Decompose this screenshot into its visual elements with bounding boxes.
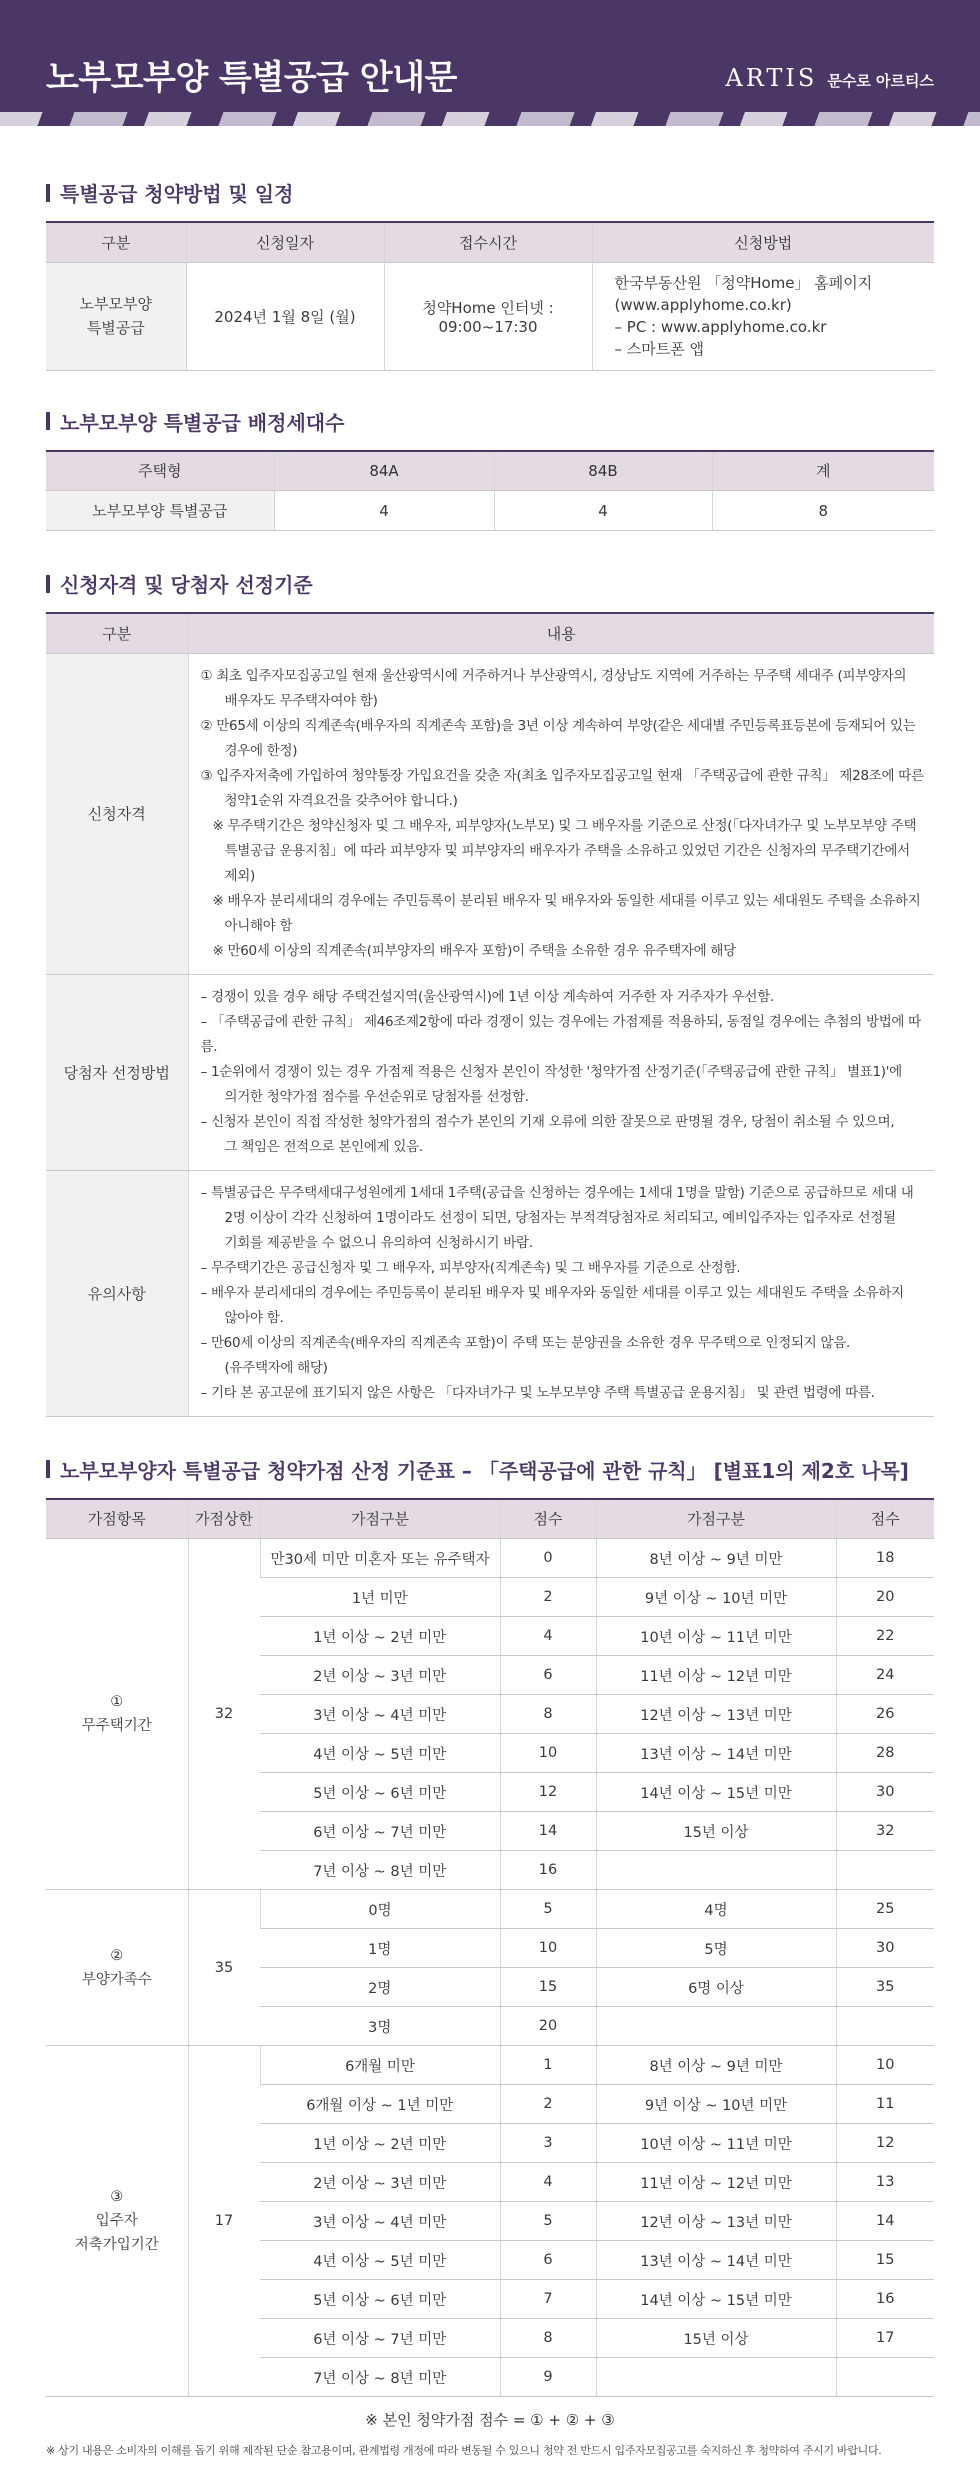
content-line: ※ 배우자 분리세대의 경우에는 주민등록이 분리된 배우자 및 배우자와 동일한 세대를 이루고 있는 세대원도 주택을 소유하지 <box>212 892 921 909</box>
table-row <box>46 2046 934 2085</box>
score-criterion: 4명 <box>596 1890 836 1929</box>
content-line: 않아야 함. <box>224 1309 284 1326</box>
column-header: 가점구분 <box>596 1499 836 1539</box>
score-criterion: 6년 이상 ~ 7년 미만 <box>260 1812 500 1851</box>
score-criterion: 6개월 이상 ~ 1년 미만 <box>260 2085 500 2124</box>
column-header: 84B <box>494 451 712 491</box>
score-points: 20 <box>836 1578 934 1617</box>
score-criterion: 3년 이상 ~ 4년 미만 <box>260 1695 500 1734</box>
score-criterion: 11년 이상 ~ 12년 미만 <box>596 2163 836 2202</box>
score-points: 26 <box>836 1695 934 1734</box>
method-line: – 스마트폰 앱 <box>614 340 704 358</box>
content-line: – 만60세 이상의 직계존속(배우자의 직계존속 포함)이 주택 또는 분양권을 소유한 경우 무주택으로 인정되지 않음. <box>200 1334 850 1351</box>
table-cell: 4 <box>274 491 494 531</box>
content-line: – 기타 본 공고문에 표기되지 않은 사항은 「다자녀가구 및 노부모부양 주택 특별공급 운용지침」 및 관련 법령에 따름. <box>200 1384 875 1401</box>
column-header: 주택형 <box>46 451 274 491</box>
score-criterion: 6년 이상 ~ 7년 미만 <box>260 2319 500 2358</box>
column-header: 구분 <box>46 613 188 653</box>
section-title-text: 노부모부양 특별공급 배정세대수 <box>60 410 345 435</box>
score-criterion: 9년 이상 ~ 10년 미만 <box>596 2085 836 2124</box>
score-points: 14 <box>500 1812 596 1851</box>
content-line: 그 책임은 전적으로 본인에게 있음. <box>224 1138 423 1155</box>
section-title <box>46 407 934 436</box>
score-criterion: 15년 이상 <box>596 1812 836 1851</box>
content-line: (유주택자에 해당) <box>224 1359 328 1376</box>
score-criterion: 10년 이상 ~ 11년 미만 <box>596 2124 836 2163</box>
score-criterion: 8년 이상 ~ 9년 미만 <box>596 1539 836 1578</box>
column-header: 가점구분 <box>260 1499 500 1539</box>
content-line: 제외) <box>224 867 255 884</box>
content-line: 아니해야 함 <box>224 917 293 934</box>
method-line: (www.applyhome.co.kr) <box>614 296 792 314</box>
column-header: 점수 <box>836 1499 934 1539</box>
section-title <box>46 1455 934 1484</box>
score-criterion: 9년 이상 ~ 10년 미만 <box>596 1578 836 1617</box>
time-line: 청약Home 인터넷 : <box>422 298 554 317</box>
score-points: 17 <box>836 2319 934 2358</box>
score-points: 4 <box>500 1617 596 1656</box>
method-line: 한국부동산원 「청약Home」 홈페이지 <box>614 274 873 292</box>
page-title: 노부모부양 특별공급 안내문 <box>46 58 457 98</box>
column-header: 구분 <box>46 222 186 262</box>
column-header: 접수시간 <box>384 222 592 262</box>
score-criterion: 14년 이상 ~ 15년 미만 <box>596 1773 836 1812</box>
score-points: 2 <box>500 2085 596 2124</box>
score-points: 10 <box>836 2046 934 2085</box>
column-header: 내용 <box>188 613 934 653</box>
content-line: ② 만65세 이상의 직계존속(배우자의 직계존속 포함)을 3년 이상 계속하여 부양(같은 세대별 주민등록표등본에 등재되어 있는 <box>200 717 916 734</box>
content-line: – 무주택기간은 공급신청자 및 그 배우자, 피부양자(직계존속) 및 그 배우자를 기준으로 산정함. <box>200 1259 741 1276</box>
score-max: 35 <box>188 1890 260 2046</box>
score-points: 8 <box>500 2319 596 2358</box>
table-cell: 4 <box>494 491 712 531</box>
score-sum-note: ※ 본인 청약가점 점수 = ① + ② + ③ <box>365 2411 615 2429</box>
time-line: 09:00~17:30 <box>438 317 538 336</box>
score-criterion: 2년 이상 ~ 3년 미만 <box>260 2163 500 2202</box>
section-title-text: 특별공급 청약방법 및 일정 <box>60 182 294 206</box>
decorative-band <box>0 112 980 126</box>
score-points: 18 <box>836 1539 934 1578</box>
score-criterion: 4년 이상 ~ 5년 미만 <box>260 1734 500 1773</box>
section-title-text: 노부모부양자 특별공급 청약가점 산정 기준표 – 「주택공급에 관한 규칙」 [별표1의 제2호 나목] <box>60 1458 909 1483</box>
content-line: 의거한 청약가점 점수를 우선순위로 당첨자를 선정함. <box>224 1088 529 1105</box>
score-table <box>46 1498 934 2398</box>
score-points: 6 <box>500 2241 596 2280</box>
score-points: 24 <box>836 1656 934 1695</box>
score-criterion <box>596 2007 836 2046</box>
score-criterion: 6명 이상 <box>596 1968 836 2007</box>
score-points: 10 <box>500 1929 596 1968</box>
score-max: 32 <box>188 1539 260 1890</box>
brand-name: 문수로 아르티스 <box>827 72 934 90</box>
score-criterion: 5명 <box>596 1929 836 1968</box>
table-row <box>46 491 934 531</box>
score-max: 17 <box>188 2046 260 2397</box>
section-eligibility <box>46 569 934 1417</box>
table-row <box>46 1170 934 1416</box>
score-criterion: 3년 이상 ~ 4년 미만 <box>260 2202 500 2241</box>
table-cell: 8 <box>712 491 934 531</box>
content-line: 특별공급 운용지침」에 따라 피부양자 및 피부양자의 배우자가 주택을 소유하고 있었던 기간은 신청자의 무주택기간에서 <box>224 842 910 859</box>
content-line: 경우에 한정) <box>224 742 298 759</box>
section-title-text: 신청자격 및 당첨자 선정기준 <box>60 573 313 597</box>
score-points: 3 <box>500 2124 596 2163</box>
score-criterion: 13년 이상 ~ 14년 미만 <box>596 2241 836 2280</box>
score-points: 10 <box>500 1734 596 1773</box>
score-points: 9 <box>500 2358 596 2397</box>
allocation-table <box>46 450 934 532</box>
content-line: – 배우자 분리세대의 경우에는 주민등록이 분리된 배우자 및 배우자와 동일한 세대를 이루고 있는 세대원도 주택을 소유하지 <box>200 1284 904 1301</box>
score-points <box>836 2007 934 2046</box>
score-item-label: ① 무주택기간 <box>46 1539 188 1890</box>
score-points: 16 <box>836 2280 934 2319</box>
content-line: 배우자도 무주택자여야 함) <box>224 692 378 709</box>
application-date: 2024년 1월 8일 (월) <box>186 262 384 370</box>
score-points: 0 <box>500 1539 596 1578</box>
score-points: 13 <box>836 2163 934 2202</box>
column-header: 84A <box>274 451 494 491</box>
table-row <box>46 974 934 1170</box>
score-criterion: 2년 이상 ~ 3년 미만 <box>260 1656 500 1695</box>
score-points: 35 <box>836 1968 934 2007</box>
content-line: ③ 입주자저축에 가입하여 청약통장 가입요건을 갖춘 자(최초 입주자모집공고일 현재 「주택공급에 관한 규칙」 제28조에 따른 <box>200 767 924 784</box>
score-criterion: 5년 이상 ~ 6년 미만 <box>260 1773 500 1812</box>
score-points: 7 <box>500 2280 596 2319</box>
score-points: 15 <box>500 1968 596 2007</box>
brand-logo: ARTIS <box>725 64 818 92</box>
row-content <box>188 974 934 1170</box>
row-content <box>188 1170 934 1416</box>
score-points: 1 <box>500 2046 596 2085</box>
column-header: 가점항목 <box>46 1499 188 1539</box>
score-points: 5 <box>500 1890 596 1929</box>
title-bar-icon <box>46 575 50 593</box>
column-header: 신청방법 <box>592 222 934 262</box>
score-points: 32 <box>836 1812 934 1851</box>
content-line: ① 최초 입주자모집공고일 현재 울산광역시에 거주하거나 부산광역시, 경상남도 지역에 거주하는 무주택 세대주 (피부양자의 <box>200 667 907 684</box>
score-criterion: 만30세 미만 미혼자 또는 유주택자 <box>260 1539 500 1578</box>
content-line: – 「주택공급에 관한 규칙」 제46조제2항에 따라 경쟁이 있는 경우에는 가점제를 적용하되, 동점일 경우에는 추첨의 방법에 따름. <box>200 1013 921 1055</box>
column-header: 계 <box>712 451 934 491</box>
score-points: 16 <box>500 1851 596 1890</box>
row-label: 당첨자 선정방법 <box>46 974 188 1170</box>
score-criterion <box>596 2358 836 2397</box>
score-points <box>836 1851 934 1890</box>
content-line: 기회를 제공받을 수 없으니 유의하여 신청하시기 바람. <box>224 1234 533 1251</box>
section-score-table <box>46 1455 934 2431</box>
score-criterion: 11년 이상 ~ 12년 미만 <box>596 1656 836 1695</box>
content-line: – 경쟁이 있을 경우 해당 주택건설지역(울산광역시)에 1년 이상 계속하여 거주한 자 거주자가 우선함. <box>200 988 774 1005</box>
score-criterion: 7년 이상 ~ 8년 미만 <box>260 2358 500 2397</box>
title-bar-icon <box>46 412 50 430</box>
page-header <box>0 0 980 126</box>
score-points: 12 <box>836 2124 934 2163</box>
score-points: 4 <box>500 2163 596 2202</box>
score-item-label: ② 부양가족수 <box>46 1890 188 2046</box>
table-row <box>46 1539 934 1578</box>
score-criterion: 4년 이상 ~ 5년 미만 <box>260 2241 500 2280</box>
score-criterion: 1년 미만 <box>260 1578 500 1617</box>
score-points: 22 <box>836 1617 934 1656</box>
footnote: ※ 상기 내용은 소비자의 이해를 돕기 위해 제작된 단순 참고용이며, 관계법령 개정에 따라 변동될 수 있으니 청약 전 반드시 입주자모집공고를 숙지하신 후 청약하여 주시기 바랍니다. <box>46 2444 882 2457</box>
score-points: 5 <box>500 2202 596 2241</box>
score-criterion: 8년 이상 ~ 9년 미만 <box>596 2046 836 2085</box>
row-content <box>188 653 934 974</box>
row-label: 노부모부양 특별공급 <box>46 262 186 370</box>
section-title <box>46 569 934 598</box>
score-criterion: 12년 이상 ~ 13년 미만 <box>596 2202 836 2241</box>
score-item-label: ③ 입주자 저축가입기간 <box>46 2046 188 2397</box>
content-line: 2명 이상이 각각 신청하여 1명이라도 선정이 되면, 당첨자는 부적격당첨자로 처리되고, 예비입주자는 입주자로 선정될 <box>224 1209 896 1226</box>
score-points: 15 <box>836 2241 934 2280</box>
score-criterion: 15년 이상 <box>596 2319 836 2358</box>
content-line: – 1순위에서 경쟁이 있는 경우 가점제 적용은 신청자 본인이 작성한 '청약가점 산정기준(「주택공급에 관한 규칙」 별표1)'에 <box>200 1063 902 1080</box>
score-points: 2 <box>500 1578 596 1617</box>
title-bar-icon <box>46 1460 50 1478</box>
score-criterion: 13년 이상 ~ 14년 미만 <box>596 1734 836 1773</box>
table-row <box>46 1890 934 1929</box>
score-criterion: 6개월 미만 <box>260 2046 500 2085</box>
score-points <box>836 2358 934 2397</box>
score-criterion: 2명 <box>260 1968 500 2007</box>
method-line: – PC : www.applyhome.co.kr <box>614 318 827 336</box>
score-points: 30 <box>836 1929 934 1968</box>
score-points: 20 <box>500 2007 596 2046</box>
row-label: 유의사항 <box>46 1170 188 1416</box>
column-header: 가점상한 <box>188 1499 260 1539</box>
score-points: 25 <box>836 1890 934 1929</box>
score-criterion: 14년 이상 ~ 15년 미만 <box>596 2280 836 2319</box>
content-line: – 신청자 본인이 직접 작성한 청약가점의 점수가 본인의 기재 오류에 의한 잘못으로 판명될 경우, 당첨이 취소될 수 있으며, <box>200 1113 895 1130</box>
score-criterion: 12년 이상 ~ 13년 미만 <box>596 1695 836 1734</box>
score-criterion: 5년 이상 ~ 6년 미만 <box>260 2280 500 2319</box>
content-line: – 특별공급은 무주택세대구성원에게 1세대 1주택(공급을 신청하는 경우에는 1세대 1명을 말함) 기준으로 공급하므로 세대 내 <box>200 1184 914 1201</box>
row-label: 노부모부양 특별공급 <box>46 491 274 531</box>
score-points: 8 <box>500 1695 596 1734</box>
score-criterion: 0명 <box>260 1890 500 1929</box>
section-schedule <box>46 178 934 371</box>
score-criterion: 10년 이상 ~ 11년 미만 <box>596 1617 836 1656</box>
table-row <box>46 653 934 974</box>
application-method <box>592 262 934 370</box>
schedule-table <box>46 221 934 371</box>
score-points: 30 <box>836 1773 934 1812</box>
score-criterion: 3명 <box>260 2007 500 2046</box>
table-row <box>46 262 934 370</box>
column-header: 신청일자 <box>186 222 384 262</box>
content-line: 청약1순위 자격요건을 갖추어야 합니다.) <box>224 792 458 809</box>
eligibility-table <box>46 612 934 1417</box>
brand <box>725 64 934 92</box>
score-criterion <box>596 1851 836 1890</box>
score-criterion: 1명 <box>260 1929 500 1968</box>
content-line: ※ 무주택기간은 청약신청자 및 그 배우자, 피부양자(노부모) 및 그 배우자를 기준으로 산정(「다자녀가구 및 노부모부양 주택 <box>212 817 917 834</box>
score-points: 6 <box>500 1656 596 1695</box>
score-criterion: 1년 이상 ~ 2년 미만 <box>260 1617 500 1656</box>
score-criterion: 1년 이상 ~ 2년 미만 <box>260 2124 500 2163</box>
section-allocation <box>46 407 934 532</box>
score-points: 14 <box>836 2202 934 2241</box>
row-label: 신청자격 <box>46 653 188 974</box>
score-points: 12 <box>500 1773 596 1812</box>
reception-time <box>384 262 592 370</box>
title-bar-icon <box>46 184 50 202</box>
section-title <box>46 178 934 207</box>
score-points: 28 <box>836 1734 934 1773</box>
score-points: 11 <box>836 2085 934 2124</box>
content-line: ※ 만60세 이상의 직계존속(피부양자의 배우자 포함)이 주택을 소유한 경우 유주택자에 해당 <box>212 942 736 959</box>
column-header: 점수 <box>500 1499 596 1539</box>
score-criterion: 7년 이상 ~ 8년 미만 <box>260 1851 500 1890</box>
